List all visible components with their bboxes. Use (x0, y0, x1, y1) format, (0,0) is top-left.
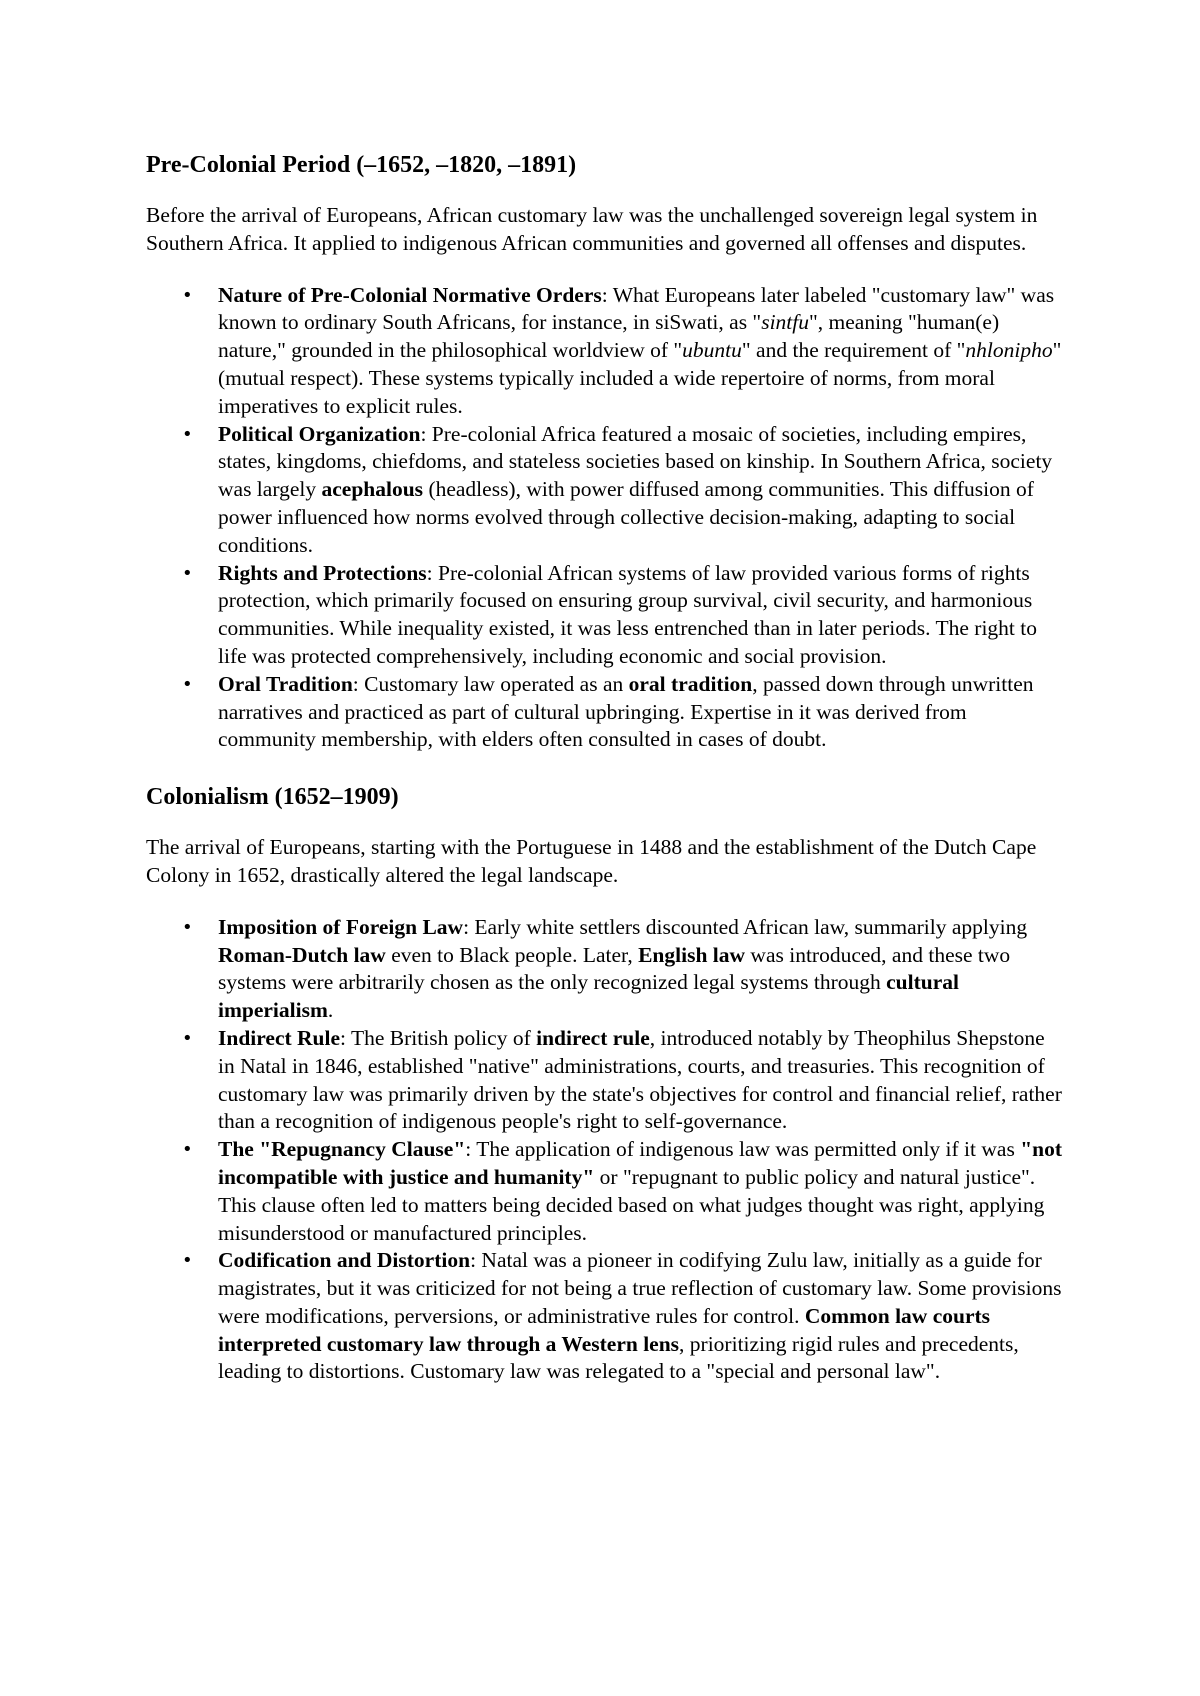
bullet-list-colonialism (146, 914, 1066, 1387)
list-item (218, 1025, 1066, 1136)
text-run: . (327, 998, 334, 1023)
text-run: : Pre-colonial Africa featured a mosaic of societies, including empires, states, kingdoms, chiefdoms, and stateless societies based on kinship. In Southern Africa, society was largely (218, 421, 1053, 502)
text-run: , introduced notably by Theophilus Shepstone in Natal in 1846, established "native" administrations, courts, and treasuries. This recognition of customary law was primarily driven by the state's objectives for control and financial relief, rather than a recognition of indigenous people's right to self-governance. (218, 1025, 1062, 1134)
list-item (218, 1247, 1066, 1386)
text-run: : Pre-colonial African systems of law provided various forms of rights protection, which primarily focused on ensuring group survival, civil security, and harmonious communities. While inequality existed, it was less entrenched than in later periods. The right to life was protected comprehensively, including economic and social provision. (218, 560, 1037, 668)
text-run: : The British policy of (340, 1025, 537, 1050)
bold-term: Rights and Protections (218, 560, 427, 585)
bold-term: Imposition of Foreign Law (218, 914, 464, 939)
italic-term: ubuntu (682, 338, 742, 363)
bold-term: indirect rule (536, 1025, 650, 1050)
bold-term: Oral Tradition (218, 671, 353, 696)
italic-term: sintfu (761, 310, 810, 335)
list-item (218, 914, 1066, 1025)
bold-term: Political Organization (218, 421, 421, 446)
text-run: (headless), with power diffused among communities. This diffusion of power influenced how norms evolved through collective decision-making, adapting to social conditions. (218, 477, 1034, 557)
list-item (218, 282, 1066, 421)
text-run: was introduced, and these two systems were arbitrarily chosen as the only recognized legal systems through (218, 942, 1011, 995)
bold-term: Roman-Dutch law (218, 942, 386, 967)
bold-term: cultural imperialism (218, 970, 959, 1023)
italic-term: nhlonipho (965, 338, 1053, 363)
bold-term: Codification and Distortion (218, 1248, 471, 1273)
text-run: : Customary law operated as an (352, 671, 629, 696)
text-run: ", meaning "human(e) nature," grounded in the philosophical worldview of " (218, 310, 1000, 363)
text-run: even to Black people. Later, (385, 942, 639, 967)
document-page (146, 130, 1066, 1406)
text-run: or "repugnant to public policy and natural justice". This clause often led to matters being decided based on what judges thought was right, applying misunderstood or manufactured principles. (218, 1164, 1045, 1245)
bold-term: "not incompatible with justice and humanity" (218, 1137, 1062, 1189)
text-run: " and the requirement of " (741, 338, 966, 363)
bold-term: Indirect Rule (218, 1025, 341, 1050)
list-item (218, 421, 1066, 560)
list-item (218, 671, 1066, 754)
bullet-list-precolonial (146, 282, 1066, 755)
bold-term: oral tradition (628, 671, 753, 696)
text-run: : What Europeans later labeled "customary law" was known to ordinary South Africans, for instance, in siSwati, as " (218, 282, 1055, 335)
bold-term: The "Repugnancy Clause" (218, 1137, 466, 1162)
section-intro-precolonial: Before the arrival of Europeans, African customary law was the unchallenged sovereign legal system in Southern Africa. It applied to indigenous African communities and governed all offenses and disputes. (146, 203, 1038, 255)
section-heading-colonialism: Colonialism (1652–1909) (146, 784, 399, 811)
bold-term: Common law courts interpreted customary law through a Western lens (218, 1303, 991, 1356)
text-run: " (mutual respect). These systems typically included a wide repertoire of norms, from moral imperatives to explicit rules. (218, 338, 1062, 418)
text-run: : Natal was a pioneer in codifying Zulu law, initially as a guide for magistrates, but it was criticized for not being a true reflection of customary law. Some provisions were modifications, perversions, or administrative rules for control. (218, 1248, 1062, 1328)
section-intro-colonialism: The arrival of Europeans, starting with the Portuguese in 1488 and the establishment of the Dutch Cape Colony in 1652, drastically altered the legal landscape. (146, 835, 1037, 887)
list-item (218, 560, 1066, 671)
bold-term: English law (638, 942, 746, 967)
text-run: , prioritizing rigid rules and precedents, leading to distortions. Customary law was relegated to a "special and personal law". (218, 1331, 1019, 1384)
text-run: : The application of indigenous law was permitted only if it was (465, 1137, 1021, 1162)
list-item (218, 1136, 1066, 1247)
section-heading-precolonial: Pre-Colonial Period (–1652, –1820, –1891) (146, 152, 577, 178)
text-run: : Early white settlers discounted African law, summarily applying (463, 914, 1028, 939)
text-run: , passed down through unwritten narratives and practiced as part of cultural upbringing. Expertise in it was derived from community membership, with elders often consulted in cases of doubt. (218, 671, 1034, 752)
bold-term: acephalous (321, 477, 424, 502)
bold-term: Nature of Pre-Colonial Normative Orders (218, 282, 602, 307)
